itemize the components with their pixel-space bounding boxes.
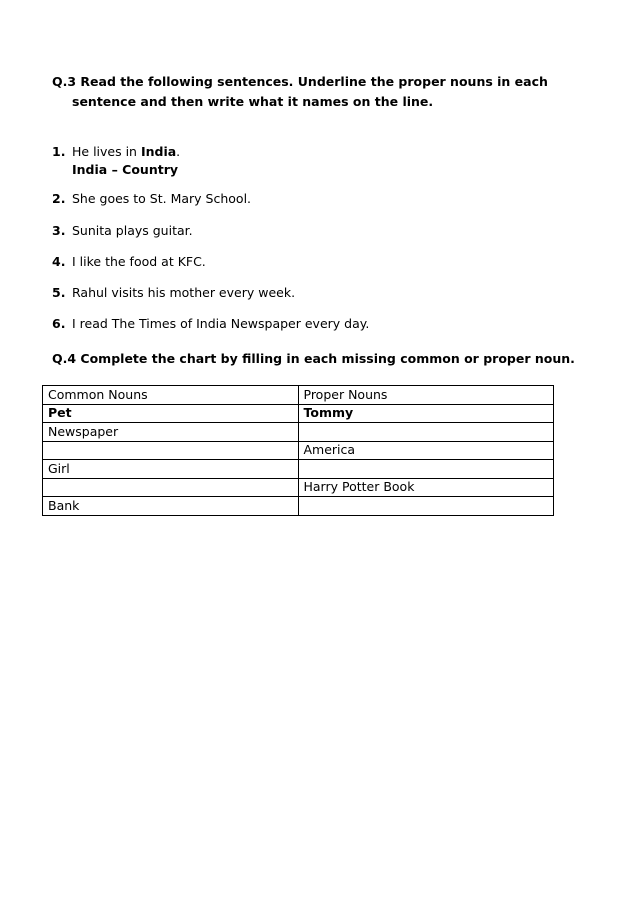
sentence-item-1 bbox=[52, 143, 180, 179]
sentence-item-4 bbox=[52, 253, 206, 271]
table-row bbox=[43, 460, 554, 479]
question-3-heading bbox=[52, 72, 592, 112]
table-row bbox=[43, 478, 554, 497]
proper-noun-cell: Harry Potter Book bbox=[298, 478, 554, 497]
sentence-item-2 bbox=[52, 190, 251, 208]
sentence-text-post: . bbox=[176, 144, 181, 159]
item-number: 5. bbox=[52, 285, 66, 300]
common-noun-cell[interactable] bbox=[43, 441, 299, 460]
sentence-item-6 bbox=[52, 315, 369, 333]
table-header-row bbox=[43, 386, 554, 405]
proper-noun-cell: America bbox=[298, 441, 554, 460]
sentence-item-5 bbox=[52, 284, 295, 302]
sample-answer: India – Country bbox=[72, 162, 179, 177]
sentence-text: I read The Times of India Newspaper every day. bbox=[72, 316, 370, 331]
table-row bbox=[43, 404, 554, 423]
table-row bbox=[43, 441, 554, 460]
proper-noun-cell: Tommy bbox=[298, 404, 554, 423]
proper-noun-cell[interactable] bbox=[298, 497, 554, 516]
proper-noun-cell[interactable] bbox=[298, 423, 554, 442]
sentence-text: I like the food at KFC. bbox=[72, 254, 206, 269]
item-number: 4. bbox=[52, 254, 66, 269]
common-noun-cell: Newspaper bbox=[43, 423, 299, 442]
common-noun-cell: Girl bbox=[43, 460, 299, 479]
proper-noun-highlight: India bbox=[140, 144, 177, 159]
item-number: 3. bbox=[52, 223, 66, 238]
sentence-text-pre: He lives in bbox=[72, 144, 141, 159]
common-noun-cell[interactable] bbox=[43, 478, 299, 497]
item-number: 2. bbox=[52, 191, 66, 206]
sentence-text: Rahul visits his mother every week. bbox=[72, 285, 296, 300]
table-row bbox=[43, 497, 554, 516]
sentence-text: Sunita plays guitar. bbox=[72, 223, 193, 238]
sentence-item-3 bbox=[52, 222, 193, 240]
item-number: 6. bbox=[52, 316, 66, 331]
header-common-nouns: Common Nouns bbox=[43, 386, 299, 405]
item-number: 1. bbox=[52, 144, 66, 159]
question-4-heading: Q.4 Complete the chart by filling in each missing common or proper noun. bbox=[52, 351, 575, 366]
question-3-line-2: sentence and then write what it names on the line. bbox=[72, 94, 434, 109]
question-3-line-1: Q.3 Read the following sentences. Underline the proper nouns in each bbox=[52, 74, 548, 89]
common-noun-cell: Pet bbox=[43, 404, 299, 423]
common-noun-cell: Bank bbox=[43, 497, 299, 516]
noun-chart-table bbox=[42, 385, 554, 516]
header-proper-nouns: Proper Nouns bbox=[298, 386, 554, 405]
table-row bbox=[43, 423, 554, 442]
sentence-text: She goes to St. Mary School. bbox=[72, 191, 252, 206]
proper-noun-cell[interactable] bbox=[298, 460, 554, 479]
